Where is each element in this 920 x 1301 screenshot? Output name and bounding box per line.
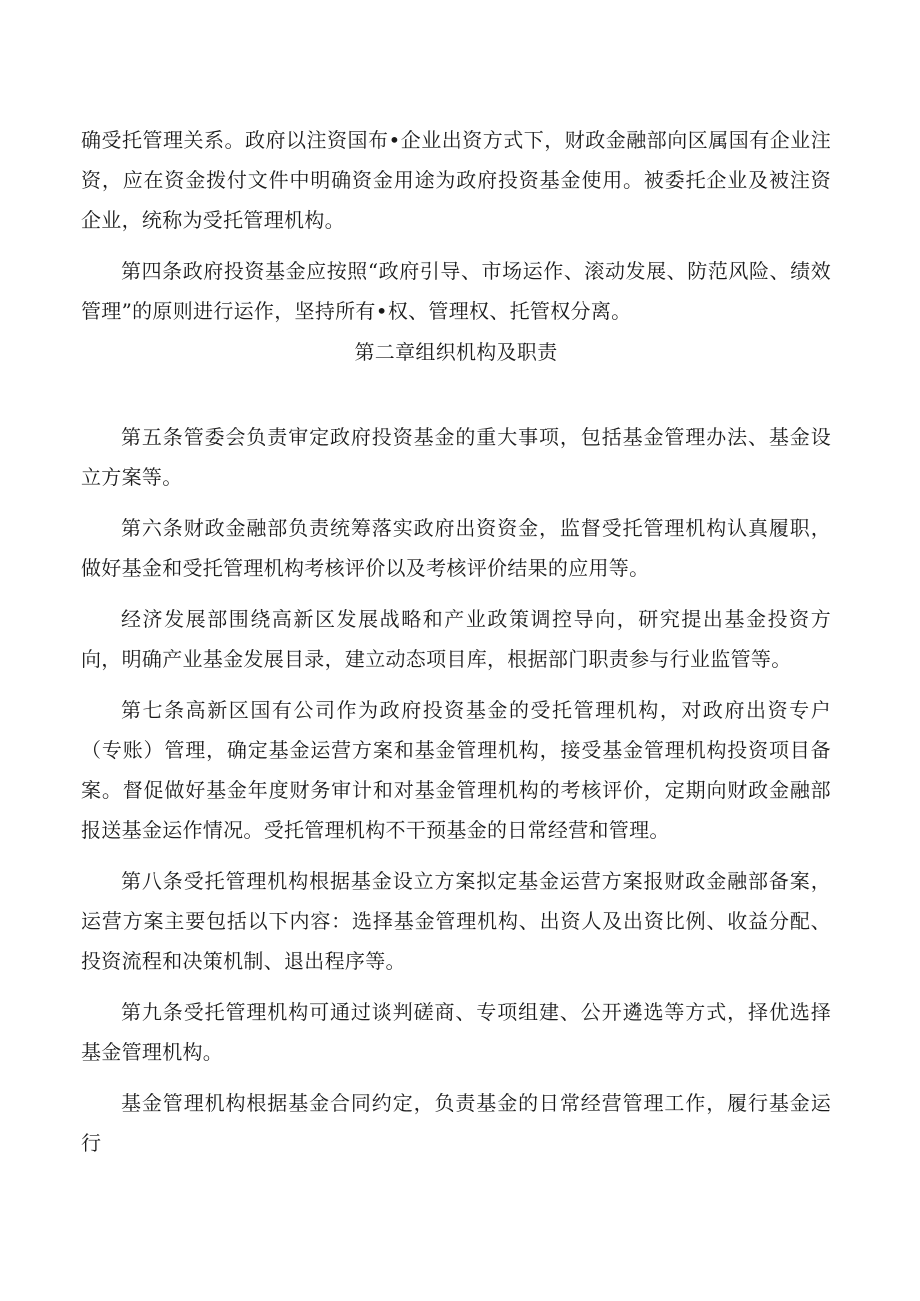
paragraph-continuation: 确受托管理关系。政府以注资国布•企业出资方式下，财政金融部向区属国有企业注资，应在资金拨付文件中明确资金用途为政府投资基金使用。被委托企业及被注资企业，统称为受托管理机构。 — [81, 128, 831, 232]
paragraph-article-6: 第六条财政金融部负责统筹落实政府出资资金，监督受托管理机构认真履职，做好基金和受托管理机构考核评价以及考核评价结果的应用等。 — [81, 516, 831, 580]
paragraph-article-7: 第七条高新区国有公司作为政府投资基金的受托管理机构，对政府出资专户（专账）管理，确定基金运营方案和基金管理机构，接受基金管理机构投资项目备案。督促做好基金年度财务审计和对基金管理机构的考核评价，定期向财政金融部报送基金运作情况。受托管理机构不干预基金的日常经营和管理。 — [81, 698, 831, 842]
paragraph-article-9: 第九条受托管理机构可通过谈判磋商、专项组建、公开遴选等方式，择优选择基金管理机构。 — [81, 1000, 831, 1064]
paragraph-article-5: 第五条管委会负责审定政府投资基金的重大事项，包括基金管理办法、基金设立方案等。 — [81, 425, 831, 489]
document-body — [81, 120, 831, 1174]
paragraph-article-8: 第八条受托管理机构根据基金设立方案拟定基金运营方案报财政金融部备案，运营方案主要包括以下内容：选择基金管理机构、出资人及出资比例、收益分配、投资流程和决策机制、退出程序等。 — [81, 869, 831, 973]
paragraph-article-4: 第四条政府投资基金应按照“政府引导、市场运作、滚动发展、防范风险、绩效管理”的原则进行运作，坚持所有•权、管理权、托管权分离。 — [81, 259, 831, 323]
paragraph-economic-dept: 经济发展部围绕高新区发展战略和产业政策调控导向，研究提出基金投资方向，明确产业基金发展目录，建立动态项目库，根据部门职责参与行业监管等。 — [81, 607, 831, 671]
chapter-heading: 第二章组织机构及职责 — [354, 340, 558, 364]
paragraph-fund-manager: 基金管理机构根据基金合同约定，负责基金的日常经营管理工作，履行基金运行 — [81, 1091, 831, 1155]
